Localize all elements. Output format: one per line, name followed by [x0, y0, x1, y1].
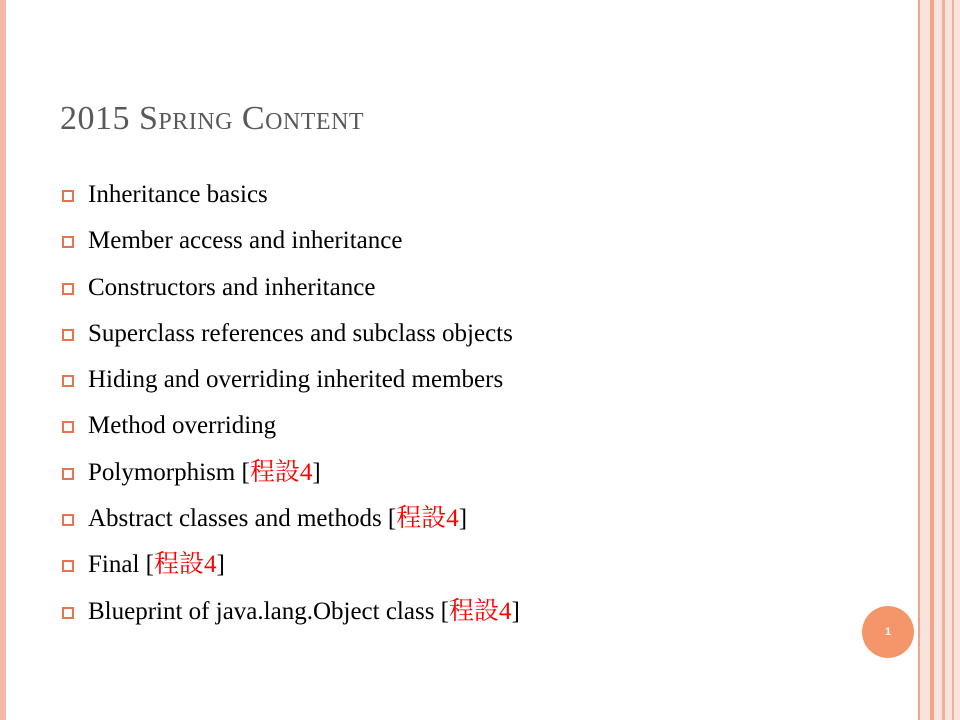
square-bullet-icon	[62, 283, 74, 295]
decorative-stripe	[942, 0, 945, 720]
item-text: Abstract classes and methods [	[88, 505, 397, 533]
item-text: Polymorphism [	[88, 458, 250, 486]
square-bullet-icon	[62, 421, 74, 433]
item-text: Hiding and overriding inherited members	[88, 366, 504, 394]
list-item	[62, 593, 520, 639]
course-tag: 程設4	[396, 505, 459, 533]
slide-title: 2015 Spring Content	[60, 100, 365, 137]
decorative-stripe	[930, 0, 934, 720]
square-bullet-icon	[62, 329, 74, 341]
list-item	[62, 500, 520, 546]
list-item	[62, 454, 520, 500]
square-bullet-icon	[62, 236, 74, 248]
item-text: Blueprint of java.lang.Object class [	[88, 597, 449, 625]
square-bullet-icon	[62, 468, 74, 480]
course-tag: 程設4	[249, 458, 313, 486]
list-item	[62, 176, 520, 222]
content-list	[62, 176, 520, 639]
list-item	[62, 222, 520, 268]
item-text: Method overriding	[88, 412, 277, 440]
list-item	[62, 361, 520, 407]
list-item	[62, 269, 520, 315]
square-bullet-icon	[62, 514, 74, 526]
item-text: Member access and inheritance	[88, 227, 403, 255]
decorative-stripe	[918, 0, 920, 720]
list-item	[62, 407, 520, 453]
square-bullet-icon	[62, 375, 74, 387]
item-close-bracket: ]	[511, 597, 520, 625]
list-item	[62, 546, 520, 592]
course-tag: 程設4	[449, 597, 512, 625]
course-tag: 程設4	[153, 551, 217, 579]
left-border	[0, 0, 6, 720]
item-close-bracket: ]	[458, 505, 468, 533]
item-close-bracket: ]	[216, 551, 225, 579]
list-item	[62, 315, 520, 361]
decorative-stripe	[952, 0, 954, 720]
item-text: Inheritance basics	[88, 181, 268, 208]
item-text: Superclass references and subclass objects	[88, 319, 513, 347]
page-number-badge: 1	[862, 606, 914, 658]
square-bullet-icon	[62, 190, 74, 202]
item-text: Constructors and inheritance	[88, 273, 376, 301]
square-bullet-icon	[62, 607, 74, 619]
item-text: Final [	[88, 551, 154, 579]
item-close-bracket: ]	[312, 458, 321, 486]
square-bullet-icon	[62, 560, 74, 572]
